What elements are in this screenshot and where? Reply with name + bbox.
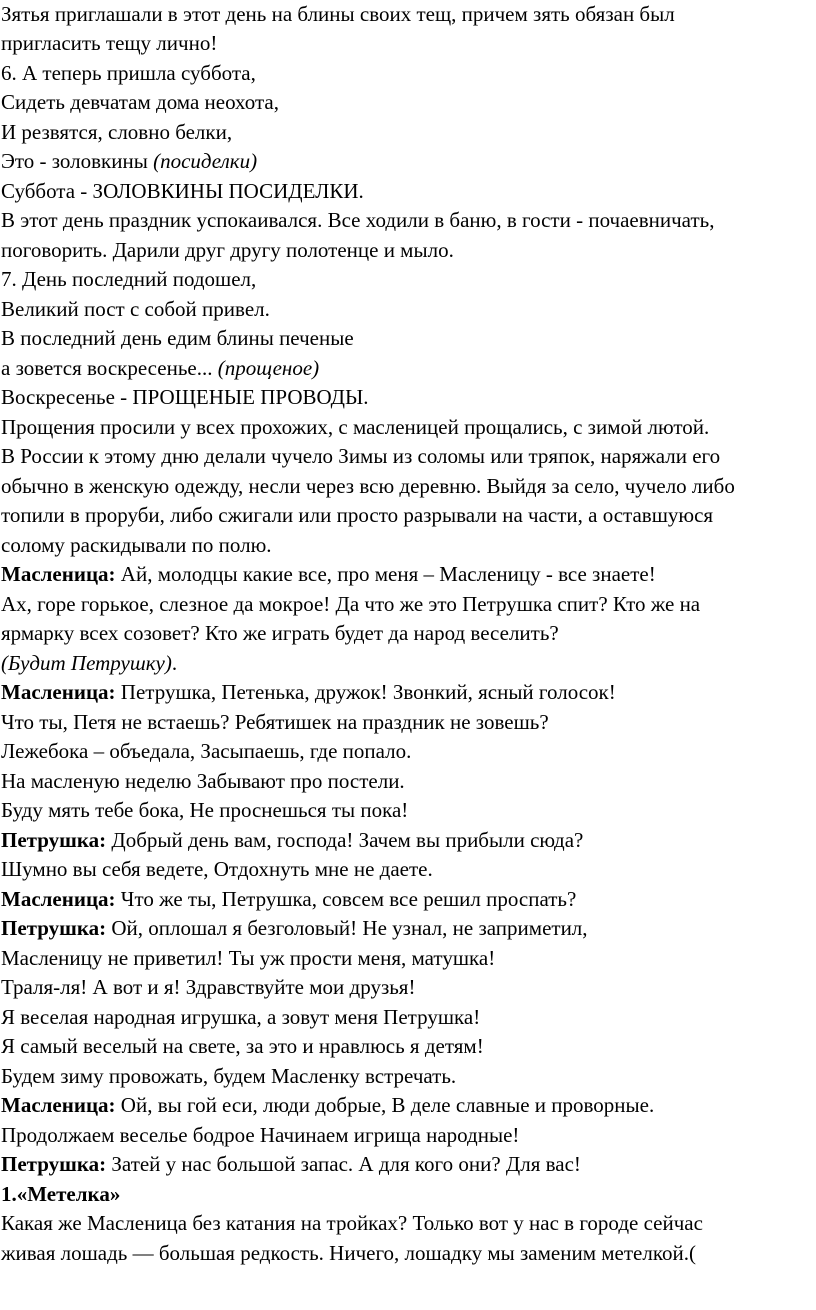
speaker-label: Петрушка: xyxy=(1,1152,107,1176)
speaker-label: Петрушка: xyxy=(1,828,107,852)
text-line: Будем зиму провожать, будем Масленку встречать. xyxy=(1,1064,457,1088)
text-line: Масленица: Петрушка, Петенька, дружок! Звонкий, ясный голосок! xyxy=(1,680,616,704)
text-line: Масленица: Ой, вы гой еси, люди добрые, В деле славные и проворные. xyxy=(1,1093,655,1117)
text-line: Масленицу не приветил! Ты уж прости меня, матушка! xyxy=(1,946,496,970)
text-line: Петрушка: Затей у нас большой запас. А для кого они? Для вас! xyxy=(1,1152,581,1176)
text-line: Какая же Масленица без катания на тройках? Только вот у нас в городе сейчас xyxy=(1,1211,703,1235)
speaker-label: Петрушка: xyxy=(1,916,107,940)
text-line: Зятья приглашали в этот день на блины своих тещ, причем зять обязан был xyxy=(1,2,675,26)
text-line: Масленица: Ай, молодцы какие все, про меня – Масленицу - все знаете! xyxy=(1,562,656,586)
section-heading: 1.«Метелка» xyxy=(1,1182,121,1206)
speaker-label: Масленица: xyxy=(1,887,116,911)
text-line: ярмарку всех созовет? Кто же играть будет да народ веселить? xyxy=(1,621,559,645)
text-line: (Будит Петрушку). xyxy=(1,651,178,675)
text-line: 7. День последний подошел, xyxy=(1,267,257,291)
speaker-label: Масленица: xyxy=(1,562,116,586)
text-line: пригласить тещу лично! xyxy=(1,31,218,55)
text-line: Прощения просили у всех прохожих, с масленицей прощались, с зимой лютой. xyxy=(1,415,710,439)
text-line: Буду мять тебе бока, Не проснешься ты пока! xyxy=(1,798,409,822)
text-line: Это - золовкины (посиделки) xyxy=(1,149,258,173)
text-line: Я веселая народная игрушка, а зовут меня Петрушка! xyxy=(1,1005,481,1029)
text-line: Я самый веселый на свете, за это и нравлюсь я детям! xyxy=(1,1034,484,1058)
text-line: Траля-ля! А вот и я! Здравствуйте мои друзья! xyxy=(1,975,416,999)
text-line: Что ты, Петя не встаешь? Ребятишек на праздник не зовешь? xyxy=(1,710,549,734)
text-line: Великий пост с собой привел. xyxy=(1,297,270,321)
text-line: И резвятся, словно белки, xyxy=(1,120,233,144)
text-line: солому раскидывали по полю. xyxy=(1,533,272,557)
text-line: а зовется воскресенье... (прощеное) xyxy=(1,356,320,380)
text-line: Суббота - ЗОЛОВКИНЫ ПОСИДЕЛКИ. xyxy=(1,179,364,203)
text-line: Петрушка: Добрый день вам, господа! Зачем вы прибыли сюда? xyxy=(1,828,584,852)
speaker-label: Масленица: xyxy=(1,1093,116,1117)
text-line: На масленую неделю Забывают про постели. xyxy=(1,769,405,793)
text-line: Масленица: Что же ты, Петрушка, совсем все решил проспать? xyxy=(1,887,577,911)
text-line: Лежебока – объедала, Засыпаешь, где попало. xyxy=(1,739,412,763)
speaker-label: Масленица: xyxy=(1,680,116,704)
text-line: поговорить. Дарили друг другу полотенце и мыло. xyxy=(1,238,454,262)
text-line: обычно в женскую одежду, несли через всю деревню. Выйдя за село, чучело либо xyxy=(1,474,735,498)
text-line: В России к этому дню делали чучело Зимы из соломы или тряпок, наряжали его xyxy=(1,444,721,468)
text-line: топили в проруби, либо сжигали или просто разрывали на части, а оставшуюся xyxy=(1,503,714,527)
text-line: Петрушка: Ой, оплошал я безголовый! Не узнал, не заприметил, xyxy=(1,916,588,940)
text-line: живая лошадь — большая редкость. Ничего, лошадку мы заменим метелкой.( xyxy=(1,1241,696,1265)
text-line: Сидеть девчатам дома неохота, xyxy=(1,90,279,114)
text-line: 6. А теперь пришла суббота, xyxy=(1,61,256,85)
text-line: В этот день праздник успокаивался. Все ходили в баню, в гости - почаевничать, xyxy=(1,208,715,232)
text-line: Воскресенье - ПРОЩЕНЫЕ ПРОВОДЫ. xyxy=(1,385,369,409)
text-line: В последний день едим блины печеные xyxy=(1,326,354,350)
text-line: Шумно вы себя ведете, Отдохнуть мне не даете. xyxy=(1,857,433,881)
text-line: Продолжаем веселье бодрое Начинаем игрища народные! xyxy=(1,1123,520,1147)
text-line: Ах, горе горькое, слезное да мокрое! Да что же это Петрушка спит? Кто же на xyxy=(1,592,701,616)
